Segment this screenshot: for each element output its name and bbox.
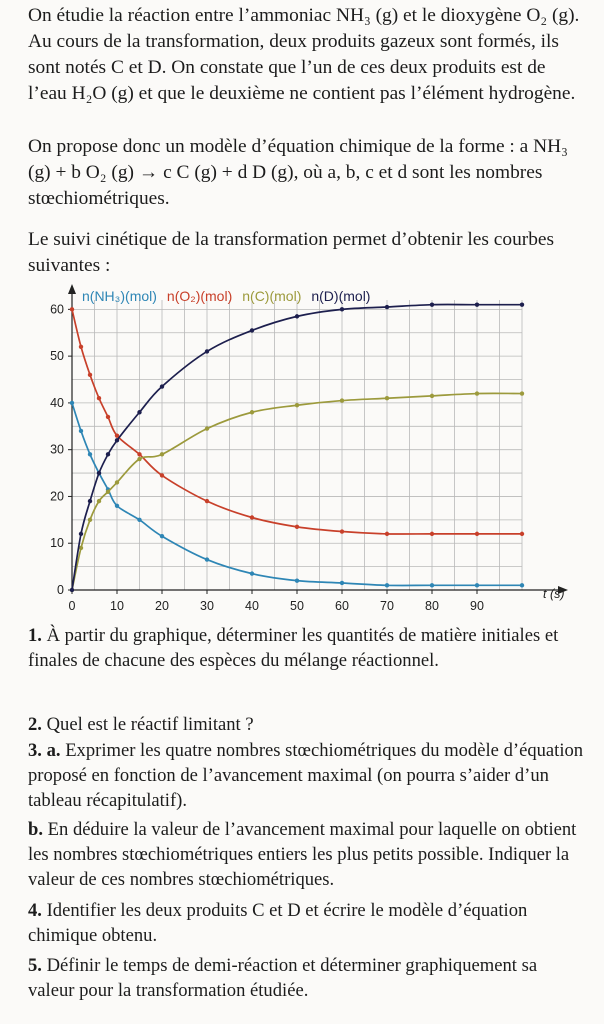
question-1-text: À partir du graphique, déterminer les quantités de matière initiales et finales de chacune des espèces du mélange réactionnel. <box>28 625 559 672</box>
data-point <box>520 532 524 536</box>
data-point <box>250 410 254 414</box>
chart-grid <box>72 300 522 590</box>
data-point <box>88 499 92 503</box>
kinetics-chart-svg <box>0 282 604 622</box>
data-point <box>385 396 389 400</box>
data-point <box>205 349 209 353</box>
data-point <box>295 314 299 318</box>
data-point <box>295 525 299 529</box>
x-tick-label: 10 <box>110 599 124 613</box>
y-tick-label: 30 <box>50 442 64 457</box>
data-point <box>430 583 434 587</box>
data-point <box>205 426 209 430</box>
data-point <box>520 302 524 306</box>
x-tick-label: 0 <box>68 599 76 613</box>
question-4 <box>28 898 584 948</box>
data-point <box>97 499 101 503</box>
y-tick-label: 60 <box>50 302 64 317</box>
data-point <box>97 471 101 475</box>
question-3b-number: b. <box>28 819 43 840</box>
data-point <box>340 398 344 402</box>
question-5-text: Définir le temps de demi-réaction et déterminer graphiquement sa valeur pour la transformation étudiée. <box>28 955 538 1002</box>
data-point <box>340 581 344 585</box>
intro-paragraph-3: Le suivi cinétique de la transformation permet d’obtenir les courbes suivantes : <box>28 229 555 276</box>
data-point <box>475 391 479 395</box>
data-point <box>385 583 389 587</box>
data-point <box>430 532 434 536</box>
question-1-number: 1. <box>28 625 42 646</box>
x-axis-label: t (s) <box>543 587 565 601</box>
x-tick-label: 80 <box>425 599 439 613</box>
data-point <box>160 473 164 477</box>
y-tick-label: 20 <box>50 489 64 504</box>
data-point <box>115 438 119 442</box>
question-3b-text: En déduire la valeur de l’avancement maximal pour laquelle on obtient les nombres stœchiométriques entiers les plus petits possible. Indiquer la valeur de ces nombres stœchiométriques. <box>28 819 577 891</box>
data-point <box>115 504 119 508</box>
data-point <box>106 415 110 419</box>
data-point <box>137 452 141 456</box>
x-tick-label: 20 <box>155 599 169 613</box>
data-point <box>430 302 434 306</box>
data-point <box>137 410 141 414</box>
data-point <box>385 532 389 536</box>
y-tick-label: 0 <box>57 583 64 597</box>
chart-axes <box>68 284 568 594</box>
intro-paragraph-1: On étudie la réaction entre l’ammoniac NH₃ (g) et le dioxygène O₂ (g). Au cours de la transformation, deux produits gazeux sont formés, ils sont notés C et D. On constate que l’un de ces deux produits est de l’eau H₂O (g) et que le deuxième ne contient pas l’élément hydrogène. <box>28 5 580 104</box>
data-point <box>520 391 524 395</box>
legend-entry: n(C)(mol) <box>242 288 302 304</box>
y-tick-label: 10 <box>50 536 64 551</box>
x-tick-label: 30 <box>200 599 214 613</box>
data-point <box>475 302 479 306</box>
data-point <box>137 518 141 522</box>
question-4-text: Identifier les deux produits C et D et écrire le modèle d’équation chimique obtenu. <box>28 900 528 947</box>
data-point <box>295 578 299 582</box>
legend-entry: n(D)(mol) <box>311 288 371 304</box>
y-axis-arrow <box>68 284 76 294</box>
x-tick-label: 60 <box>335 599 349 613</box>
y-tick-label: 50 <box>50 349 64 364</box>
question-4-number: 4. <box>28 900 42 921</box>
legend-entry: n(NH₃)(mol) <box>82 288 157 304</box>
data-point <box>115 480 119 484</box>
data-point <box>79 345 83 349</box>
y-tick-label: 40 <box>50 395 64 410</box>
x-tick-label: 90 <box>470 599 484 613</box>
legend-entry: n(O₂)(mol) <box>166 288 233 304</box>
x-tick-label: 40 <box>245 599 259 613</box>
data-point <box>160 384 164 388</box>
question-3a-number: 3. a. <box>28 740 61 761</box>
data-point <box>520 583 524 587</box>
data-point <box>160 452 164 456</box>
data-point <box>430 394 434 398</box>
data-point <box>70 588 74 592</box>
data-point <box>137 457 141 461</box>
x-tick-label: 70 <box>380 599 394 613</box>
question-1 <box>28 623 584 673</box>
question-2 <box>28 712 584 737</box>
data-point <box>475 532 479 536</box>
x-tick-label: 50 <box>290 599 304 613</box>
data-point <box>70 401 74 405</box>
data-point <box>295 403 299 407</box>
question-5-number: 5. <box>28 955 42 976</box>
data-point <box>250 328 254 332</box>
question-2-number: 2. <box>28 714 42 735</box>
chart-legend <box>82 288 370 304</box>
question-3a-text: Exprimer les quatre nombres stœchiométriques du modèle d’équation proposé en fonction de l’avancement maximal (on pourra s’aider d’un tableau récapitulatif). <box>28 740 584 812</box>
data-point <box>106 452 110 456</box>
data-point <box>250 571 254 575</box>
data-point <box>79 429 83 433</box>
intro-paragraph-2: On propose donc un modèle d’équation chimique de la forme : a NH₃ (g) + b O₂ (g) → c C (g) + d D (g), où a, b, c et d sont les nombres stœchiométriques. <box>28 136 568 209</box>
data-point <box>340 307 344 311</box>
question-5 <box>28 953 584 1003</box>
question-3b <box>28 817 584 893</box>
data-point <box>340 529 344 533</box>
data-point <box>79 532 83 536</box>
data-point <box>88 373 92 377</box>
data-point <box>385 305 389 309</box>
data-point <box>205 499 209 503</box>
data-point <box>250 515 254 519</box>
data-point <box>475 583 479 587</box>
data-point <box>160 534 164 538</box>
data-point <box>97 396 101 400</box>
data-point <box>70 307 74 311</box>
kinetics-chart <box>0 282 604 622</box>
question-2-text: Quel est le réactif limitant ? <box>41 714 254 735</box>
data-point <box>106 490 110 494</box>
data-point <box>88 452 92 456</box>
question-3a <box>28 738 584 814</box>
data-point <box>205 557 209 561</box>
data-point <box>88 518 92 522</box>
